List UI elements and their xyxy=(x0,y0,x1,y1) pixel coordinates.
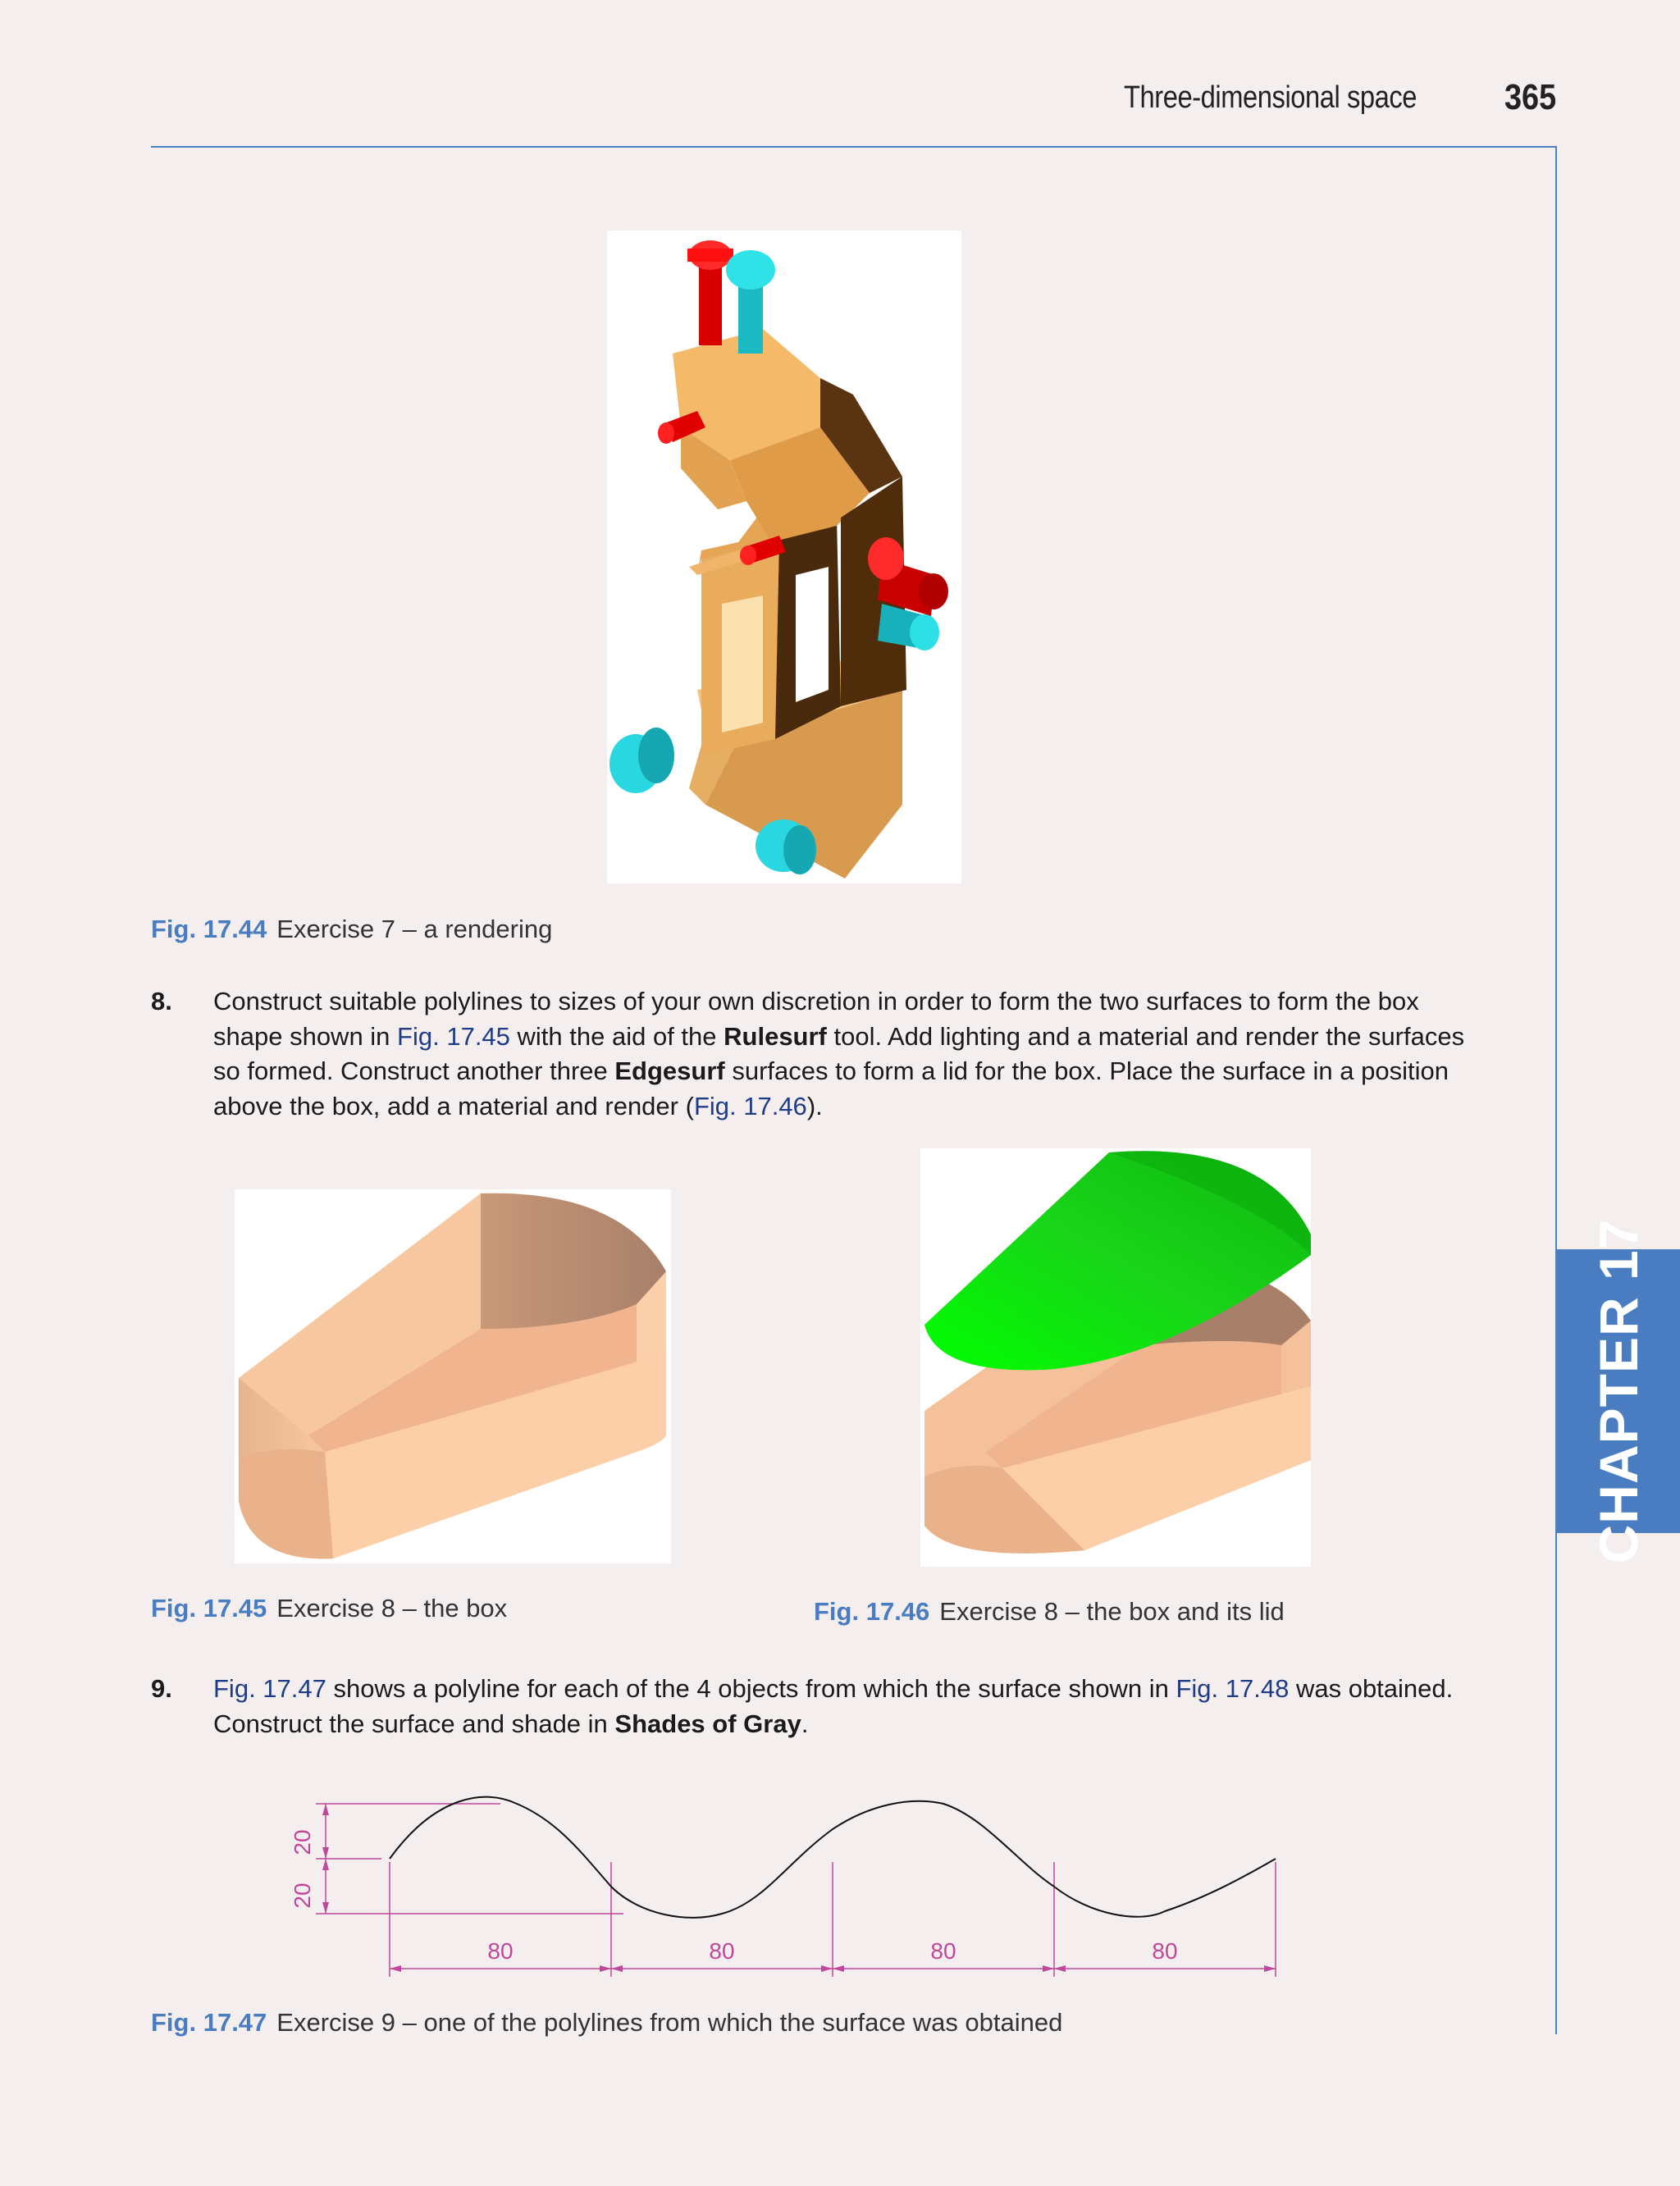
fig-17-44-caption-text: Exercise 7 – a rendering xyxy=(276,915,553,943)
fig-17-44-rendering xyxy=(607,230,961,883)
vertical-dimension-upper: 20 xyxy=(290,1829,315,1855)
rulesurf-tool-name: Rulesurf xyxy=(724,1021,827,1051)
page-number: 365 xyxy=(1504,77,1557,117)
header-rule xyxy=(151,146,1557,148)
chapter-tab-label: CHAPTER 17 xyxy=(1588,1218,1649,1564)
fig-17-47-label: Fig. 17.47 xyxy=(151,2008,267,2037)
fig-17-46-label: Fig. 17.46 xyxy=(814,1597,930,1626)
fig-17-47-reference-link[interactable]: Fig. 17.47 xyxy=(213,1674,326,1703)
fig-17-46-caption xyxy=(814,1597,1285,1627)
exercise-8-text-1: Construct suitable polylines to sizes of your own discretion in order to form the two surfaces to form the box shape shown in xyxy=(213,987,1419,1051)
exercise-8-text xyxy=(213,984,1477,1124)
fig-17-45-caption xyxy=(151,1594,507,1623)
fig-17-47-caption-text: Exercise 9 – one of the polylines from which the surface was obtained xyxy=(276,2008,1063,2037)
fig-17-46-caption-text: Exercise 8 – the box and its lid xyxy=(939,1597,1285,1626)
fig-17-45-label: Fig. 17.45 xyxy=(151,1594,267,1622)
exercise-9-text-1: shows a polyline for each of the 4 objects from which the surface shown in xyxy=(326,1674,1176,1703)
exercise-8-number: 8. xyxy=(151,987,172,1015)
margin-rule xyxy=(1555,146,1557,2034)
fig-17-46-box-and-lid-rendering xyxy=(920,1148,1311,1567)
horizontal-dimension-3: 80 xyxy=(930,1938,956,1964)
chapter-tab xyxy=(1557,1218,1680,1564)
exercise-8-text-3: tool. Add lighting and a material and render the surfaces so formed. Construct another three xyxy=(213,1021,1465,1085)
fig-17-44-caption xyxy=(151,915,552,944)
exercise-9-text xyxy=(213,1672,1477,1741)
horizontal-dimension-4: 80 xyxy=(1152,1938,1178,1964)
fig-17-47-caption xyxy=(151,2008,1062,2038)
running-header-title: Three-dimensional space xyxy=(1124,80,1418,115)
fig-17-45-box-rendering xyxy=(235,1189,671,1563)
exercise-8-text-4: surfaces to form a lid for the box. Place the surface in a position above the box, add a material and render ( xyxy=(213,1056,1449,1120)
vertical-dimension-lower: 20 xyxy=(290,1883,315,1909)
exercise-9-text-3: . xyxy=(801,1709,809,1738)
shades-of-gray-label: Shades of Gray xyxy=(614,1709,801,1738)
edgesurf-tool-name: Edgesurf xyxy=(614,1056,725,1085)
fig-17-45-reference-link[interactable]: Fig. 17.45 xyxy=(397,1021,510,1051)
fig-17-47-polyline-drawing xyxy=(279,1780,1296,1985)
exercise-9-number: 9. xyxy=(151,1674,172,1703)
exercise-9-text-2: was obtained. Construct the surface and shade in xyxy=(213,1674,1454,1738)
fig-17-46-reference-link[interactable]: Fig. 17.46 xyxy=(693,1091,807,1120)
fig-17-48-reference-link[interactable]: Fig. 17.48 xyxy=(1176,1674,1290,1703)
fig-17-45-caption-text: Exercise 8 – the box xyxy=(276,1594,508,1622)
horizontal-dimension-1: 80 xyxy=(487,1938,514,1964)
horizontal-dimension-2: 80 xyxy=(709,1938,735,1964)
fig-17-44-label: Fig. 17.44 xyxy=(151,915,267,943)
exercise-8-text-5: ). xyxy=(806,1091,823,1120)
exercise-8-text-2: with the aid of the xyxy=(509,1021,724,1051)
